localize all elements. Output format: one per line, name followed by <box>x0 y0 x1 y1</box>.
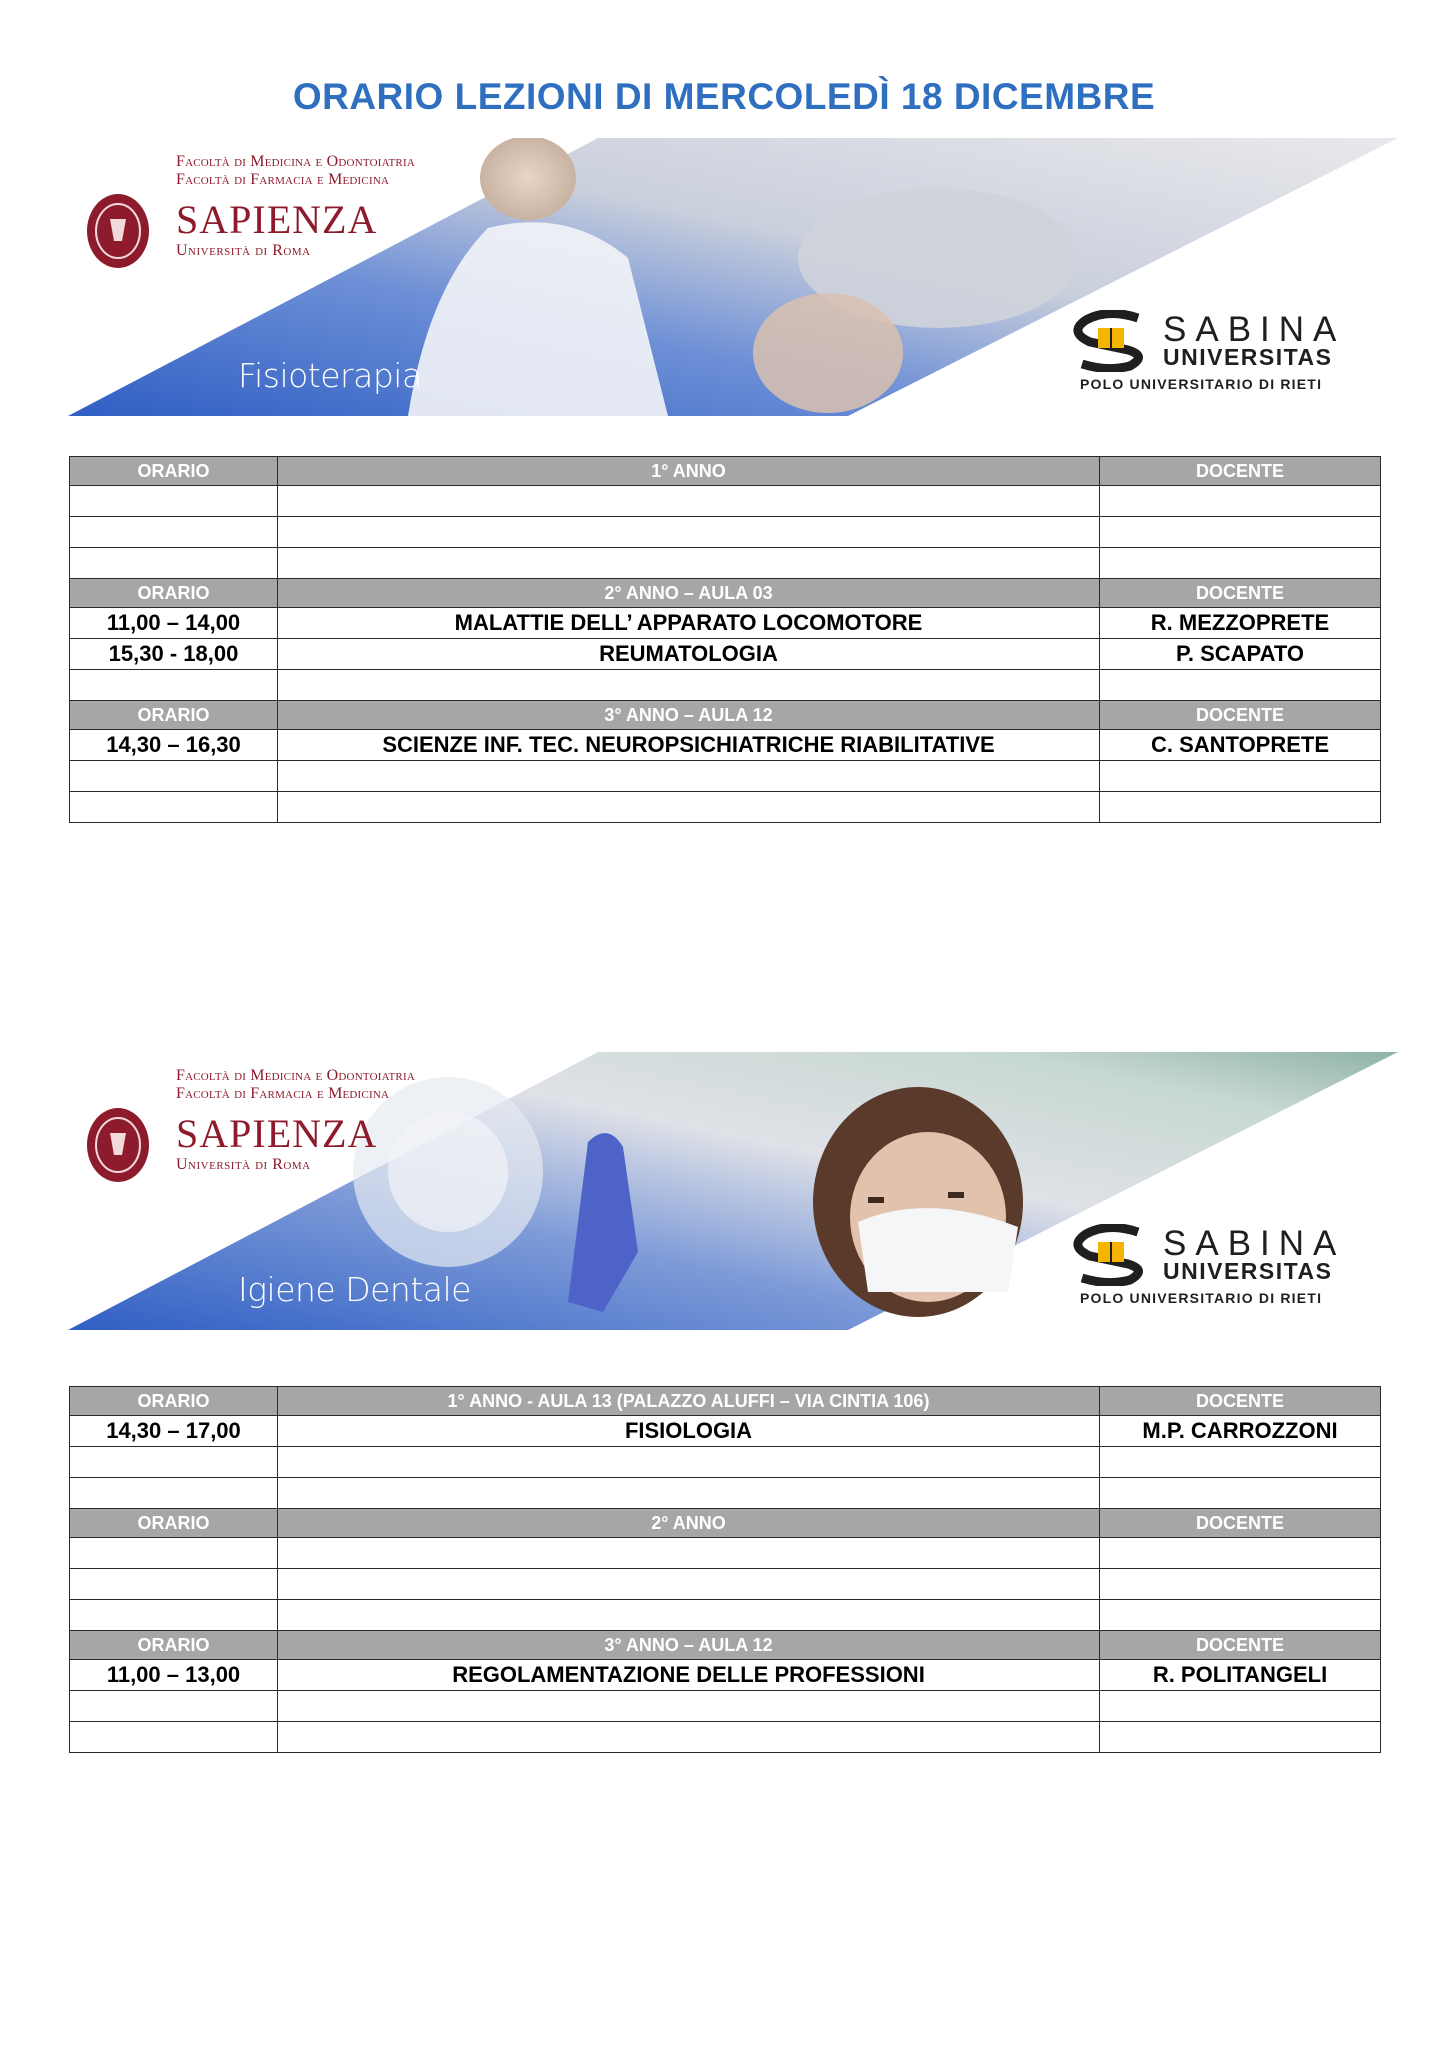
table-row <box>70 517 1381 548</box>
table-header-row <box>70 701 1381 730</box>
partner-polo: POLO UNIVERSITARIO DI RIETI <box>1080 1290 1323 1306</box>
partner-polo: POLO UNIVERSITARIO DI RIETI <box>1080 376 1323 392</box>
banner-igiene-dentale <box>68 1052 1398 1332</box>
table-cell <box>70 1447 278 1478</box>
header-cell: ORARIO <box>70 579 278 608</box>
faculty-lines <box>176 153 415 189</box>
table-cell: 11,00 – 14,00 <box>70 608 278 639</box>
header-cell: ORARIO <box>70 1631 278 1660</box>
table-cell <box>70 792 278 823</box>
faculty-line-2: Facoltà di Farmacia e Medicina <box>176 171 390 188</box>
table-cell <box>1100 548 1381 579</box>
table-cell: P. SCAPATO <box>1100 639 1381 670</box>
sabina-logo-icon <box>1068 1224 1158 1286</box>
schedule-table-fisioterapia <box>69 456 1381 823</box>
table-cell: MALATTIE DELL’ APPARATO LOCOMOTORE <box>278 608 1100 639</box>
table-row <box>70 670 1381 701</box>
table-cell <box>278 670 1100 701</box>
table-cell <box>70 761 278 792</box>
table-cell <box>278 1538 1100 1569</box>
table-cell <box>70 548 278 579</box>
table-header-row <box>70 1631 1381 1660</box>
table-cell <box>1100 1600 1381 1631</box>
table-cell <box>1100 1569 1381 1600</box>
faculty-line-1: Facoltà di Medicina e Odontoiatria <box>176 1067 415 1084</box>
course-name: Fisioterapia <box>238 356 422 395</box>
table-cell <box>1100 1691 1381 1722</box>
header-cell: 2° ANNO – AULA 03 <box>278 579 1100 608</box>
header-cell: ORARIO <box>70 1509 278 1538</box>
page-title: ORARIO LEZIONI DI MERCOLEDÌ 18 DICEMBRE <box>292 76 1156 117</box>
header-cell: ORARIO <box>70 701 278 730</box>
table-row <box>70 1691 1381 1722</box>
sabina-logo-icon <box>1068 310 1158 372</box>
partner-name: SABINA <box>1163 310 1346 349</box>
table-cell: R. POLITANGELI <box>1100 1660 1381 1691</box>
header-cell: DOCENTE <box>1100 1387 1381 1416</box>
table-row <box>70 486 1381 517</box>
table-body <box>70 457 1381 823</box>
table-cell <box>278 1569 1100 1600</box>
table-cell: 14,30 – 16,30 <box>70 730 278 761</box>
table-cell <box>278 1691 1100 1722</box>
table-cell <box>278 548 1100 579</box>
table-row <box>70 1569 1381 1600</box>
table-cell <box>1100 792 1381 823</box>
table-row <box>70 761 1381 792</box>
table-cell <box>1100 1722 1381 1753</box>
table-row <box>70 792 1381 823</box>
header-cell: ORARIO <box>70 1387 278 1416</box>
table-cell <box>278 761 1100 792</box>
partner-name: SABINA <box>1163 1224 1346 1263</box>
table-cell: R. MEZZOPRETE <box>1100 608 1381 639</box>
table-cell <box>70 1538 278 1569</box>
sapienza-seal-icon <box>86 193 150 269</box>
table-body <box>70 1387 1381 1753</box>
schedule-table-igiene-dentale <box>69 1386 1381 1753</box>
table-header-row <box>70 1387 1381 1416</box>
header-cell: 1° ANNO - AULA 13 (PALAZZO ALUFFI – VIA CINTIA 106) <box>278 1387 1100 1416</box>
table-row <box>70 608 1381 639</box>
table-row <box>70 1447 1381 1478</box>
faculty-line-1: Facoltà di Medicina e Odontoiatria <box>176 153 415 170</box>
table-cell <box>1100 1538 1381 1569</box>
table-cell: M.P. CARROZZONI <box>1100 1416 1381 1447</box>
table-cell <box>70 1691 278 1722</box>
table-cell <box>1100 486 1381 517</box>
header-cell: DOCENTE <box>1100 579 1381 608</box>
table-cell <box>278 486 1100 517</box>
sabina-universitas-logo <box>1068 310 1368 390</box>
table-cell <box>1100 517 1381 548</box>
table-cell: 15,30 - 18,00 <box>70 639 278 670</box>
header-cell: 2° ANNO <box>278 1509 1100 1538</box>
table-cell <box>1100 670 1381 701</box>
table-header-row <box>70 579 1381 608</box>
header-cell: 3° ANNO – AULA 12 <box>278 701 1100 730</box>
table-cell <box>278 792 1100 823</box>
table-cell <box>278 517 1100 548</box>
table-cell <box>1100 1478 1381 1509</box>
table-cell <box>278 1600 1100 1631</box>
table-cell <box>70 1569 278 1600</box>
header-cell: 3° ANNO – AULA 12 <box>278 1631 1100 1660</box>
faculty-line-2: Facoltà di Farmacia e Medicina <box>176 1085 390 1102</box>
table-cell <box>278 1478 1100 1509</box>
table-cell <box>70 670 278 701</box>
partner-subtitle: UNIVERSITAS <box>1163 1258 1333 1284</box>
sapienza-seal-icon <box>86 1107 150 1183</box>
table-cell: 11,00 – 13,00 <box>70 1660 278 1691</box>
sabina-universitas-logo <box>1068 1224 1368 1304</box>
university-name: SAPIENZA <box>176 1111 378 1156</box>
table-row <box>70 730 1381 761</box>
table-header-row <box>70 1509 1381 1538</box>
table-row <box>70 1660 1381 1691</box>
table-cell <box>1100 761 1381 792</box>
table-cell: REUMATOLOGIA <box>278 639 1100 670</box>
table-cell <box>70 517 278 548</box>
table-cell: FISIOLOGIA <box>278 1416 1100 1447</box>
header-cell: DOCENTE <box>1100 1509 1381 1538</box>
header-cell: DOCENTE <box>1100 457 1381 486</box>
table-cell <box>70 1722 278 1753</box>
table-row <box>70 1478 1381 1509</box>
table-cell: SCIENZE INF. TEC. NEUROPSICHIATRICHE RIABILITATIVE <box>278 730 1100 761</box>
table-cell <box>278 1722 1100 1753</box>
university-subtitle: Università di Roma <box>176 242 311 259</box>
table-cell: REGOLAMENTAZIONE DELLE PROFESSIONI <box>278 1660 1100 1691</box>
university-subtitle: Università di Roma <box>176 1156 311 1173</box>
table-cell: C. SANTOPRETE <box>1100 730 1381 761</box>
table-row <box>70 1538 1381 1569</box>
header-cell: DOCENTE <box>1100 1631 1381 1660</box>
table-cell <box>70 1478 278 1509</box>
header-cell: 1° ANNO <box>278 457 1100 486</box>
university-name: SAPIENZA <box>176 197 378 242</box>
table-cell: 14,30 – 17,00 <box>70 1416 278 1447</box>
table-row <box>70 639 1381 670</box>
partner-subtitle: UNIVERSITAS <box>1163 344 1333 370</box>
table-header-row <box>70 457 1381 486</box>
faculty-lines <box>176 1067 415 1103</box>
course-name: Igiene Dentale <box>238 1270 471 1309</box>
header-cell: ORARIO <box>70 457 278 486</box>
table-row <box>70 548 1381 579</box>
table-row <box>70 1416 1381 1447</box>
table-cell <box>70 486 278 517</box>
table-cell <box>278 1447 1100 1478</box>
header-cell: DOCENTE <box>1100 701 1381 730</box>
table-row <box>70 1600 1381 1631</box>
table-cell <box>70 1600 278 1631</box>
table-cell <box>1100 1447 1381 1478</box>
table-row <box>70 1722 1381 1753</box>
banner-fisioterapia <box>68 138 1398 418</box>
